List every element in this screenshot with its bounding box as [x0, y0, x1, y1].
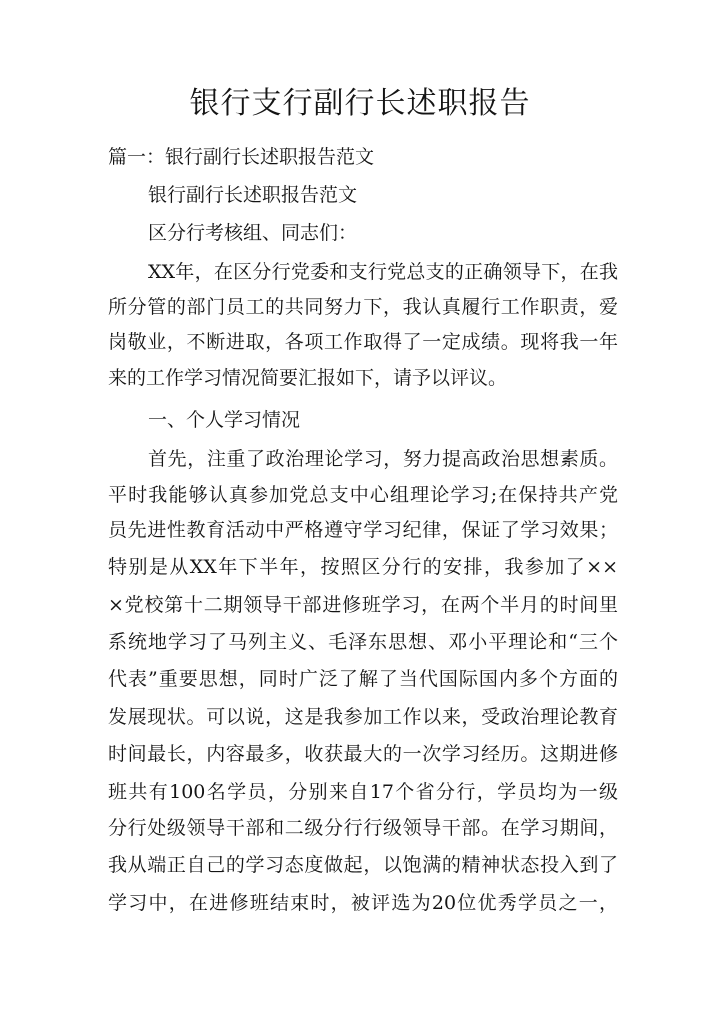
section-heading: 篇一：银行副行长述职报告范文 — [108, 146, 375, 168]
paragraph-line: 来的工作学习情况简要汇报如下，请予以评议。 — [108, 367, 508, 389]
paragraph-line: 班共有100名学员，分别来自17个省分行，学员均为一级 — [108, 781, 618, 803]
section1-heading: 一、个人学习情况 — [148, 409, 301, 431]
paragraph-line: 所分管的部门员工的共同努力下，我认真履行工作职责，爱 — [108, 296, 618, 318]
paragraph-line: 平时我能够认真参加党总支中心组理论学习;在保持共产党 — [108, 484, 618, 506]
paragraph-line: 学习中，在进修班结束时，被评选为20位优秀学员之一， — [108, 892, 618, 914]
paragraph-line: 岗敬业，不断进取，各项工作取得了一定成绩。现将我一年 — [108, 331, 618, 353]
paragraph-line: 首先，注重了政治理论学习，努力提高政治思想素质。 — [148, 448, 618, 470]
paragraph-line: 特别是从XX年下半年，按照区分行的安排，我参加了×× — [108, 556, 618, 578]
paragraph-line: 分行处级领导干部和二级分行行级领导干部。在学习期间， — [108, 817, 618, 839]
paragraph-line: 我从端正自己的学习态度做起，以饱满的精神状态投入到了 — [108, 854, 618, 876]
paragraph-line: ×党校第十二期领导干部进修班学习，在两个半月的时间里 — [108, 594, 618, 616]
paragraph-line: 员先进性教育活动中严格遵守学习纪律，保证了学习效果； — [108, 519, 618, 541]
paragraph-line: 时间最长，内容最多，收获最大的一次学习经历。这期进修 — [108, 743, 618, 765]
paragraph-line: 系统地学习了马列主义、毛泽东思想、邓小平理论和“三个 — [108, 631, 618, 653]
subtitle: 银行副行长述职报告范文 — [148, 184, 358, 206]
salutation: 区分行考核组、同志们： — [148, 222, 358, 244]
paragraph-line: XX年，在区分行党委和支行党总支的正确领导下，在我 — [148, 261, 618, 283]
document-title: 银行支行副行长述职报告 — [189, 86, 531, 121]
paragraph-line: 发展现状。可以说，这是我参加工作以来，受政治理论教育 — [108, 706, 618, 728]
paragraph-line: 代表”重要思想，同时广泛了解了当代国际国内多个方面的 — [108, 668, 618, 690]
